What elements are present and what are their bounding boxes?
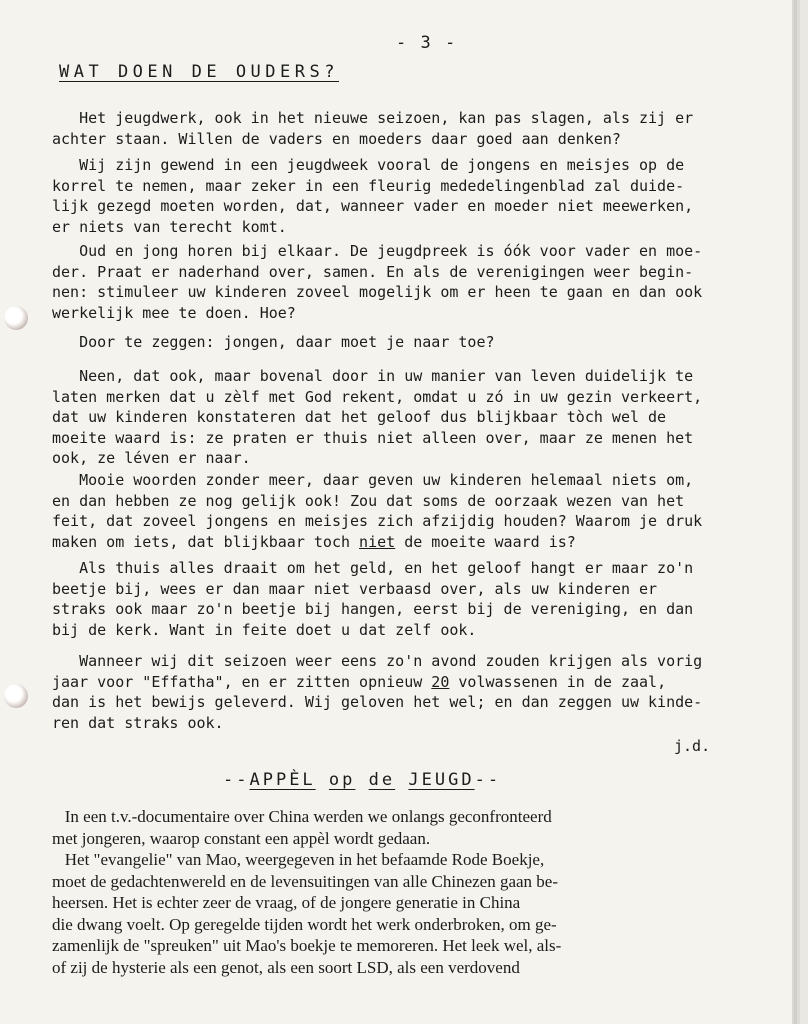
- heading-dashes: --: [223, 770, 250, 790]
- heading-word: JEUGD: [408, 770, 475, 790]
- paragraph-7: [52, 558, 768, 640]
- text-line: laten merken dat u zèlf met God rekent, omdat u zó in uw gezin verkeert,: [52, 387, 703, 406]
- text-line: of zij de hysterie als een genot, als een soort LSD, als een verdovend: [52, 957, 520, 977]
- text-line: Oud en jong horen bij elkaar. De jeugdpreek is óók voor vader en moe-: [52, 242, 703, 260]
- text-fragment: jaar voor "Effatha", en er zitten opnieuw: [52, 672, 432, 691]
- text-line: moet de gedachtenwereld en de levensuitingen van alle Chinezen gaan be-: [52, 871, 559, 891]
- text-line: dat uw kinderen konstateren dat het geloof dus blijkbaar tòch wel de: [52, 408, 667, 426]
- paragraph-8: [52, 651, 768, 733]
- paragraph-1: [52, 108, 768, 149]
- text-line: achter staan. Willen de vaders en moeders daar goed aan denken?: [52, 129, 621, 148]
- emphasis-niet: niet: [359, 532, 396, 551]
- heading-word: de: [368, 770, 396, 790]
- text-line: straks ook maar zo'n beetje bij hangen, eerst bij de vereniging, en dan: [52, 600, 694, 618]
- text-line: Als thuis alles draait om het geld, en het geloof hangt er maar zo'n: [52, 559, 694, 577]
- text-line: die dwang voelt. Op geregelde tijden wordt het werk onderbroken, om ge-: [52, 914, 557, 934]
- text-line: Het jeugdwerk, ook in het nieuwe seizoen, kan pas slagen, als zij er: [52, 109, 694, 127]
- text-line: werkelijk mee te doen. Hoe?: [52, 303, 296, 322]
- heading-word: op: [328, 770, 356, 790]
- text-line: nen: stimuleer uw kinderen zoveel mogelijk om er heen te gaan en dan ook: [52, 283, 703, 301]
- text-line: met jongeren, waarop constant een appèl wordt gedaan.: [52, 828, 431, 848]
- paragraph-4: [52, 332, 768, 353]
- paragraph-3: [52, 241, 768, 323]
- text-line: ook, ze léven er naar.: [52, 449, 251, 467]
- text-line: korrel te nemen, maar zeker in een fleurig mededelingenblad zal duide-: [52, 176, 685, 195]
- page-number: - 3 -: [396, 33, 458, 53]
- text-line: Wij zijn gewend in een jeugdweek vooral de jongens en meisjes op de: [52, 156, 685, 174]
- text-line: dan is het bewijs geleverd. Wij geloven het wel; en dan zeggen uw kinde-: [52, 693, 703, 711]
- punch-hole: [4, 306, 28, 330]
- text-line: zamenlijk de "spreuken" uit Mao's boekje te memoreren. Het leek wel, als-: [52, 936, 562, 955]
- paragraph-6: [52, 470, 768, 552]
- section-heading-appel: [223, 770, 501, 790]
- emphasis-20: 20: [431, 672, 450, 691]
- text-fragment: volwassenen in de zaal,: [449, 672, 667, 691]
- paragraph-5: [52, 366, 768, 469]
- text-line: feit, dat zoveel jongens en meisjes zich afzijdig houden? Waarom je druk: [52, 512, 703, 530]
- text-fragment: maken om iets, dat blijkbaar toch: [52, 532, 360, 551]
- punch-hole: [4, 684, 28, 708]
- section-heading-ouders: WAT DOEN DE OUDERS?: [59, 62, 339, 82]
- text-line: Neen, dat ook, maar bovenal door in uw manier van leven duidelijk te: [52, 367, 694, 385]
- text-line: Mooie woorden zonder meer, daar geven uw kinderen helemaal niets om,: [52, 471, 694, 489]
- paragraph-2: [52, 155, 768, 237]
- text-fragment: de moeite waard is?: [395, 532, 576, 551]
- text-line: beetje bij, wees er dan maar niet verbaasd over, als uw kinderen er: [52, 579, 658, 598]
- text-line: [52, 672, 768, 693]
- text-line: lijk gezegd moeten worden, dat, wanneer vader en moeder niet meewerken,: [52, 197, 694, 215]
- heading-word: APPÈL: [249, 770, 316, 790]
- text-line: en dan hebben ze nog gelijk ook! Zou dat soms de oorzaak wezen van het: [52, 491, 685, 510]
- text-line: Wanneer wij dit seizoen weer eens zo'n avond zouden krijgen als vorig: [52, 652, 703, 670]
- text-line: der. Praat er naderhand over, samen. En als de verenigingen weer begin-: [52, 262, 694, 281]
- text-line: er niets van terecht komt.: [52, 217, 287, 236]
- text-line: ren dat straks ook.: [52, 713, 224, 732]
- text-line: Het "evangelie" van Mao, weergegeven in het befaamde Rode Boekje,: [52, 850, 545, 869]
- signature-initials: j.d.: [674, 737, 711, 755]
- text-line: moeite waard is: ze praten er thuis niet alleen over, maar ze menen het: [52, 428, 694, 447]
- text-line: bij de kerk. Want in feite doet u dat zelf ook.: [52, 620, 477, 639]
- text-line: Door te zeggen: jongen, daar moet je naar toe?: [52, 333, 495, 351]
- text-line: heersen. Het is echter zeer de vraag, of de jongere generatie in China: [52, 893, 521, 912]
- text-line: In een t.v.-documentaire over China werden we onlangs geconfronteerd: [52, 807, 552, 826]
- heading-dashes: --: [474, 770, 502, 790]
- section2-body: [52, 806, 772, 978]
- text-line: [52, 532, 768, 553]
